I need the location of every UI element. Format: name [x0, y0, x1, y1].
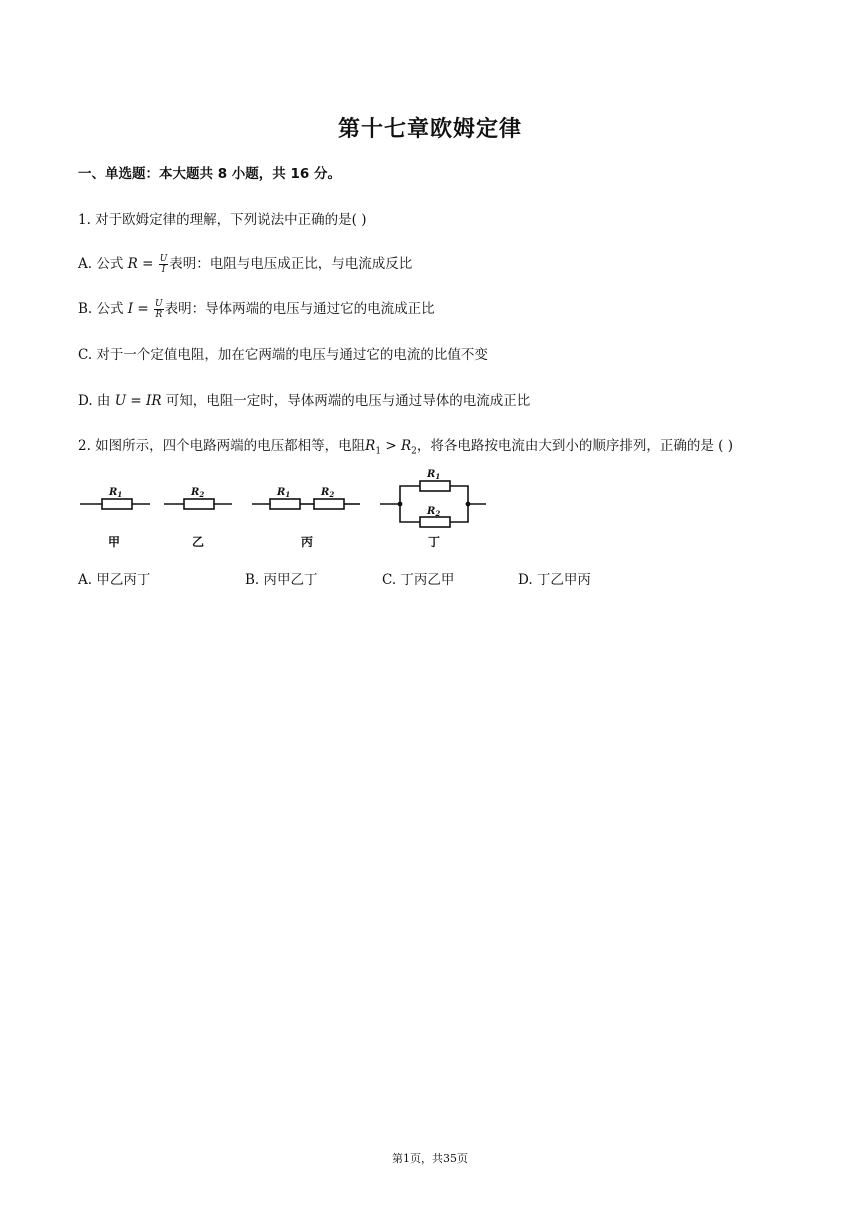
resistor-r2-yi [184, 499, 214, 509]
label-r1-bing: $R_1$ [277, 487, 291, 499]
circuit-label-bing: 丙 [300, 535, 314, 549]
label-r2-bing: $R_2$ [321, 487, 335, 499]
question-2-option-c[interactable]: C. 丁丙乙甲 [382, 572, 455, 588]
question-1-option-a[interactable] [78, 252, 412, 275]
fraction-u-over-r [154, 299, 164, 320]
question-1-option-c[interactable]: C. 对于一个定值电阻，加在它两端的电压与通过它的电流的比值不变 [78, 347, 488, 363]
wire [400, 486, 420, 504]
formula-var-i: I [127, 301, 134, 317]
resistor-r2-ding [420, 517, 450, 527]
section-heading: 一、单选题：本大题共 8 小题，共 16 分。 [78, 166, 341, 182]
option-d-prefix: D. 由 [78, 393, 115, 409]
question-2-stem-suffix: ，将各电路按电流由大到小的顺序排列，正确的是 ( ) [416, 438, 734, 454]
option-b-prefix: B. 公式 [78, 301, 128, 317]
greater-than: > [381, 438, 401, 454]
label-r2-yi: $R_2$ [191, 487, 205, 499]
resistor-r1-bing [270, 499, 300, 509]
resistor-r2-subscript: 2 [411, 446, 417, 457]
junction-node [466, 502, 471, 507]
option-d-text: 可知，电阻一定时，导体两端的电压与通过导体的电流成正比 [161, 393, 531, 409]
question-1-option-b[interactable] [78, 297, 435, 320]
circuit-diagram [76, 466, 496, 556]
page-number: 第1页，共35页 [392, 1152, 468, 1165]
circuit-label-yi: 乙 [191, 535, 205, 549]
formula-var-r: R [127, 256, 138, 272]
question-2-option-b[interactable]: B. 丙甲乙丁 [245, 572, 318, 588]
fraction-numerator: U [159, 254, 168, 264]
question-2-stem [78, 434, 733, 457]
question-2-option-d[interactable]: D. 丁乙甲丙 [518, 572, 591, 588]
option-a-text: 表明：电阻与电压成正比，与电流成反比 [169, 256, 413, 272]
fraction-numerator: U [155, 299, 163, 309]
formula-equals: = [137, 256, 158, 272]
formula-equals: = [133, 301, 154, 317]
formula-u-ir: U = IR [114, 393, 162, 409]
junction-node [398, 502, 403, 507]
label-r1-ding: $R_1$ [427, 469, 441, 481]
wire [450, 486, 468, 522]
page-title: 第十七章欧姆定律 [337, 117, 522, 142]
circuit-label-ding: 丁 [427, 535, 441, 549]
resistor-r1-jia [102, 499, 132, 509]
label-r1-jia: $R_1$ [109, 487, 123, 499]
resistor-r1-var: R [365, 438, 376, 454]
fraction-u-over-i [159, 254, 169, 275]
question-2-stem-prefix: 2. 如图所示，四个电路两端的电压都相等，电阻 [78, 438, 366, 454]
resistor-r1-ding [420, 481, 450, 491]
question-1-stem: 1. 对于欧姆定律的理解，下列说法中正确的是( ) [78, 212, 367, 228]
option-b-text: 表明：导体两端的电压与通过它的电流成正比 [164, 301, 435, 317]
circuit-label-jia: 甲 [107, 535, 121, 549]
question-2-option-a[interactable]: A. 甲乙丙丁 [78, 572, 151, 588]
wire [400, 504, 420, 522]
question-1-option-d[interactable] [78, 389, 530, 409]
option-a-prefix: A. 公式 [78, 256, 128, 272]
resistor-r2-bing [314, 499, 344, 509]
fraction-denominator: I [161, 265, 166, 275]
fraction-denominator: R [155, 310, 163, 320]
label-r2-ding: $R_2$ [427, 506, 441, 518]
resistor-r2-var: R [400, 438, 412, 454]
resistor-r1-subscript: 1 [375, 446, 382, 457]
